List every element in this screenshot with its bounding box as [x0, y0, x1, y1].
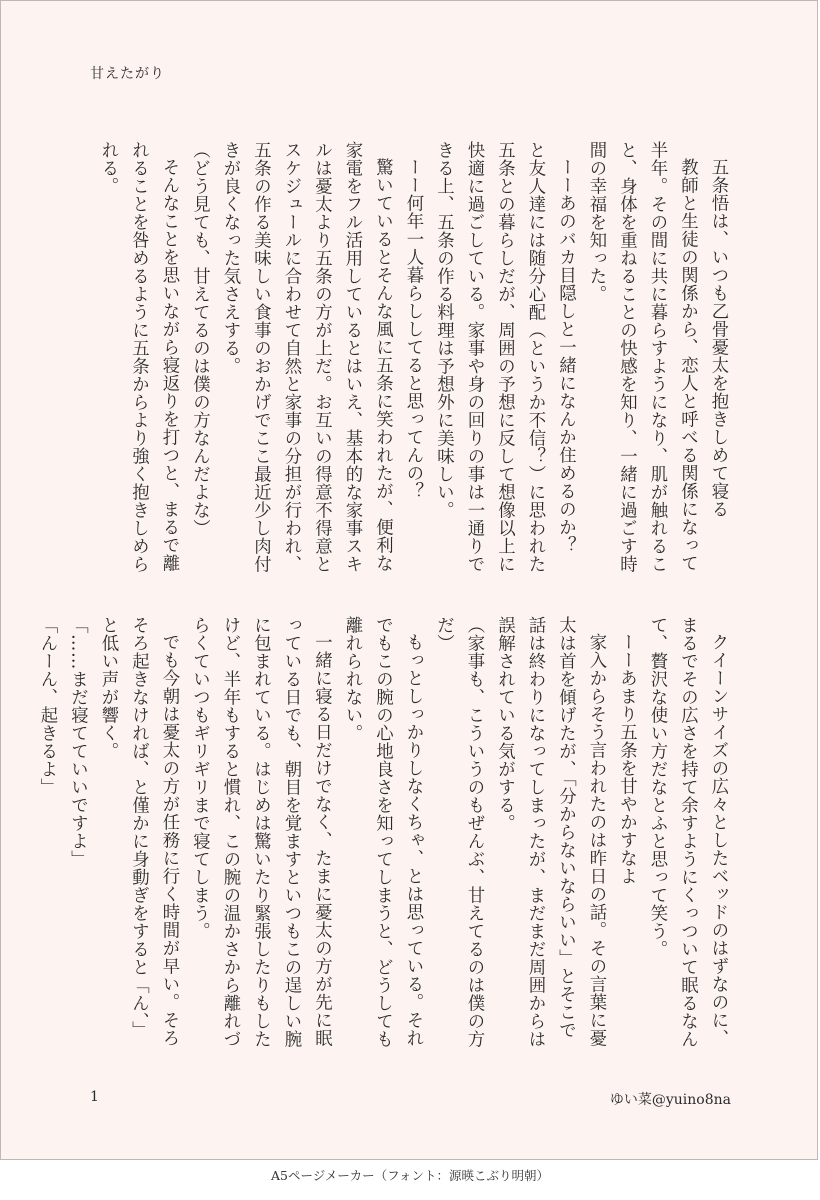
body-paragraph: 驚いているとそんな風に五条に笑われたが、便利な家電をフル活用しているとはいえ、基本的な家事スキルは憂太より五条の方が上だ。お互いの得意不得意とスケジュールに合わせて自然と家事の分担が行われ、五条の作る美味しい食事のおかげでここ最近少し肉付きが良くなった気さえする。	[220, 141, 393, 573]
author-credit: ゆい菜@yuino8na	[609, 1092, 731, 1108]
body-paragraph: （どう見ても、甘えてるのは僕の方なんだよな）	[189, 141, 210, 537]
text-block-upper	[83, 141, 733, 576]
body-paragraph: そんなことを思いながら寝返りを打つと、まるで離れることを咎めるように五条からより強く抱きしめられる。	[98, 141, 179, 573]
body-paragraph: でも今朝は憂太の方が任務に行く時間が早い。そろそろ起きなければ、と僅かに身動ぎをすると「ん、」と低い声が響く。	[98, 616, 179, 1048]
body-paragraph: （家事も、こういうのもぜんぶ、甘えてるのは僕の方だ）	[433, 616, 484, 1048]
body-paragraph: ーーあのバカ目隠しと一緒になんか住めるのか？	[555, 158, 576, 555]
body-paragraph: 「んーん、起きるよ」	[37, 616, 57, 796]
text-block-lower	[37, 616, 733, 1051]
body-paragraph: 家入からそう言われたのは昨日の話。その言葉に憂太は首を傾げたが、「分からないならいい」とそこで話は終わりになってしまったが、まだまだ周囲からは誤解されている気がする。	[494, 616, 606, 1048]
body-paragraph: 五条悟は、いつも乙骨憂太を抱きしめて寝る	[708, 158, 728, 519]
body-paragraph: と友人達には随分心配（というか不信？）に思われた五条との暮らしだが、周囲の予想に反して想像以上に快適に過ごしている。家事や身の回りの事は一通りできる上、五条の作る料理は予想外に美味しい。	[433, 141, 545, 573]
body-paragraph: 「……まだ寝てていいですよ」	[67, 616, 88, 868]
body-paragraph: もっとしっかりしなくちゃ、とは思っている。それでもこの腕の心地良さを知ってしまうと、どうしても離れられない。	[342, 616, 423, 1048]
generator-credit: A5ページメーカー（フォント：源暎こぶり明朝）	[271, 1168, 549, 1183]
page-number: 1	[90, 1089, 99, 1105]
body-paragraph: 教師と生徒の関係から、恋人と呼べる関係になって半年。その間に共に暮らすようになり、肌が触れること、身体を重ねることの快感を知り、一緒に過ごす時間の幸福を知った。	[586, 141, 698, 573]
body-paragraph: 一緒に寝る日だけでなく、たまに憂太の方が先に眠っている日でも、朝目を覚ますといつもこの逞しい腕に包まれている。はじめは驚いたり緊張したりもしたけど、半年もすると慣れ、この腕の温かさから離れづらくていつもギリギリまで寝てしまう。	[189, 616, 332, 1048]
body-paragraph: ーー何年一人暮らししてると思ってんの？	[403, 158, 423, 501]
running-title: 甘えたがり	[90, 66, 165, 82]
body-paragraph: ーーあまり五条を甘やかすなよ	[616, 633, 637, 886]
body-paragraph: クイーンサイズの広々としたベッドのはずなのに、まるでその広さを持て余すようにくっついて眠るなんて、贅沢な使い方だなとふと思って笑う。	[647, 616, 728, 1048]
